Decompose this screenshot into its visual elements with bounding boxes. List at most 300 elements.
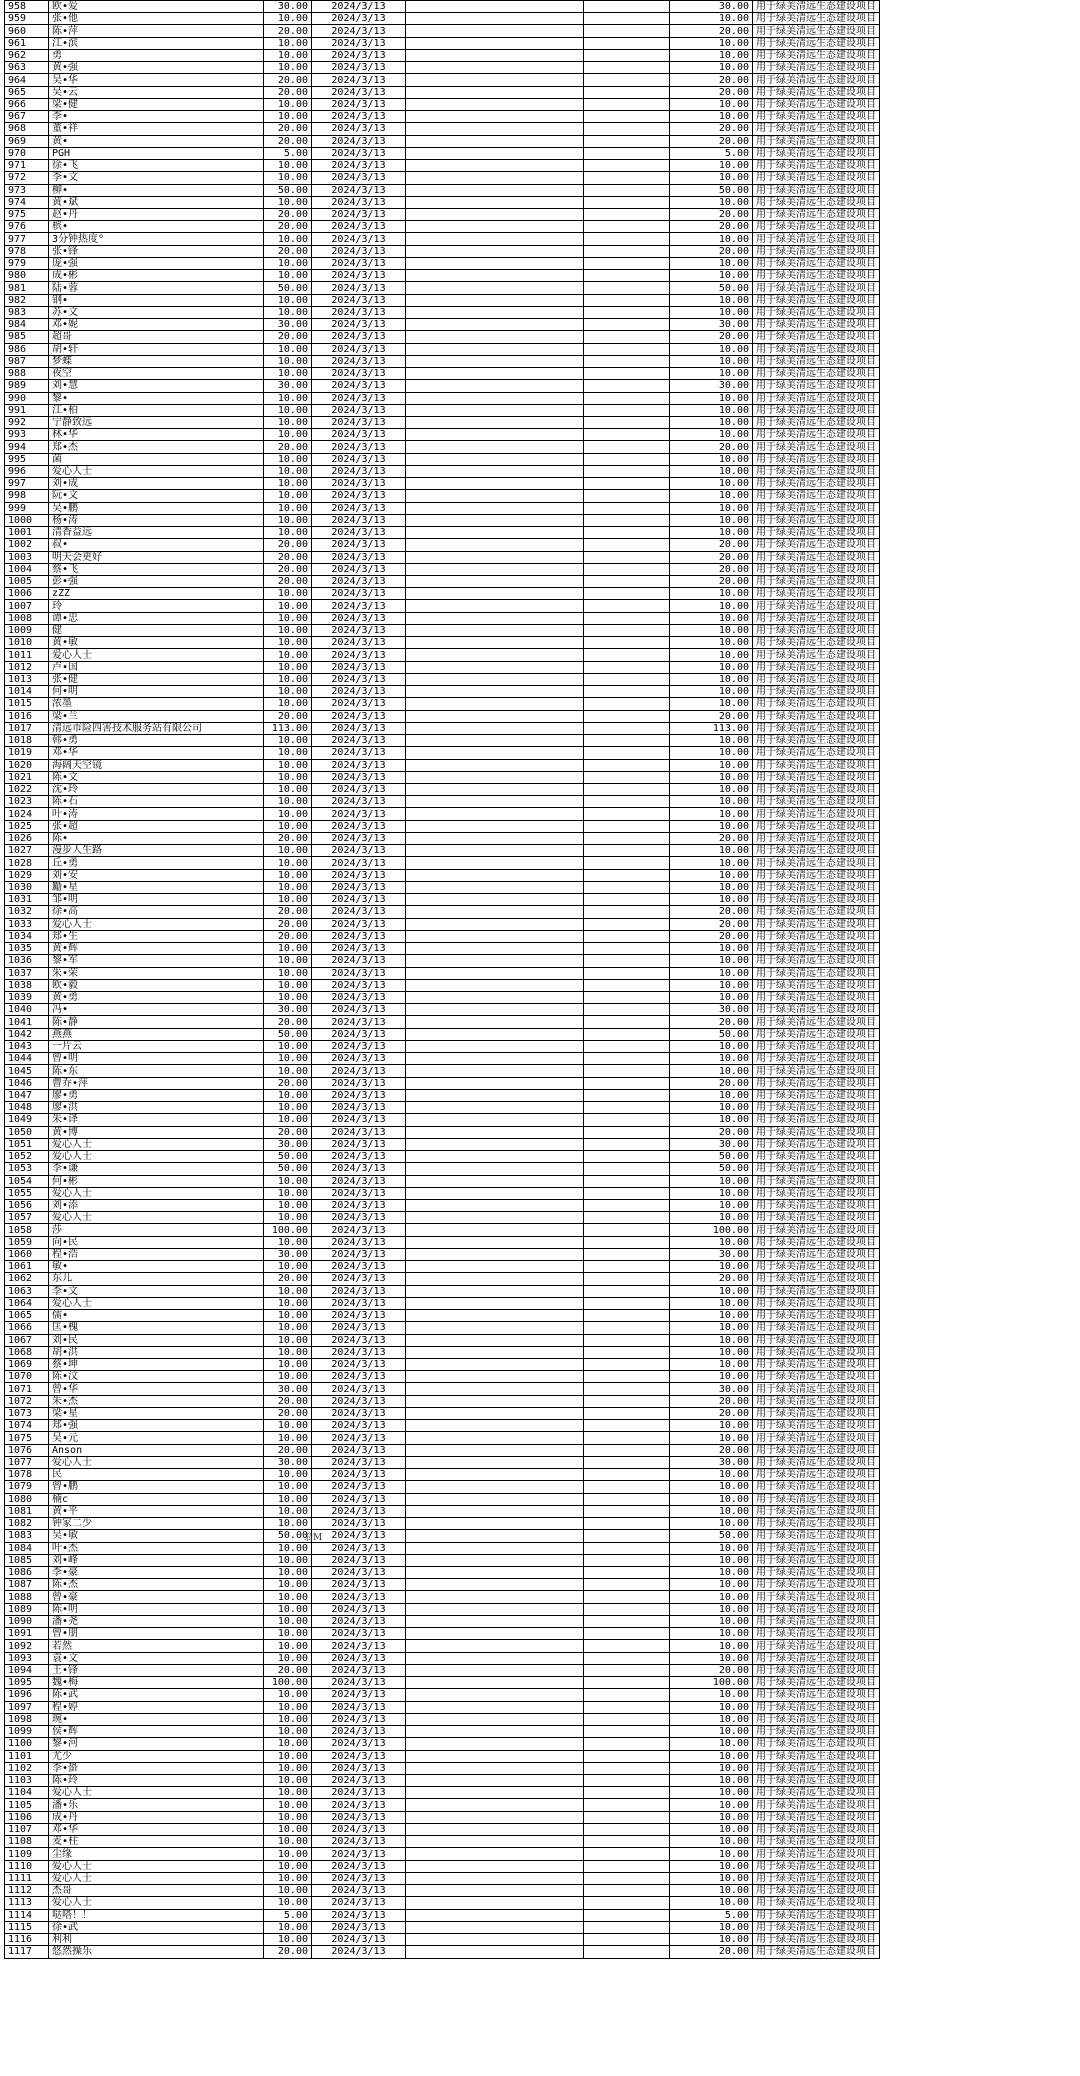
donation-purpose: 用于绿美清远生态建设项目 [753, 1640, 880, 1652]
donation-date: 2024/3/13 [312, 429, 406, 441]
empty-cell [406, 1542, 584, 1554]
table-row [5, 906, 880, 918]
used-amount: 30.00 [670, 380, 753, 392]
empty-cell [406, 1652, 584, 1664]
used-amount: 10.00 [670, 1921, 753, 1933]
row-number: 1089 [5, 1603, 49, 1615]
empty-cell [584, 881, 670, 893]
empty-cell [584, 808, 670, 820]
table-row [5, 637, 880, 649]
table-row [5, 1897, 880, 1909]
donor-name: 清远市险四害技术服务站有限公司 [49, 722, 264, 734]
row-number: 1063 [5, 1285, 49, 1297]
empty-cell [584, 710, 670, 722]
empty-cell [406, 1114, 584, 1126]
used-amount: 10.00 [670, 1701, 753, 1713]
donation-amount: 10.00 [264, 1701, 312, 1713]
donation-purpose: 用于绿美清远生态建设项目 [753, 576, 880, 588]
table-row [5, 1371, 880, 1383]
donor-name: 陈•玲 [49, 1774, 264, 1786]
donation-purpose: 用于绿美清远生态建设项目 [753, 1224, 880, 1236]
used-amount: 10.00 [670, 1518, 753, 1530]
empty-cell [406, 429, 584, 441]
row-number: 987 [5, 355, 49, 367]
used-amount: 10.00 [670, 881, 753, 893]
used-amount: 10.00 [670, 698, 753, 710]
empty-cell [406, 796, 584, 808]
table-row [5, 1774, 880, 1786]
used-amount: 10.00 [670, 1089, 753, 1101]
used-amount: 10.00 [670, 808, 753, 820]
table-row [5, 1689, 880, 1701]
donor-name: 陆•蓉 [49, 282, 264, 294]
donation-purpose: 用于绿美清远生态建设项目 [753, 1297, 880, 1309]
row-number: 1046 [5, 1077, 49, 1089]
donation-date: 2024/3/13 [312, 943, 406, 955]
donation-purpose: 用于绿美清远生态建设项目 [753, 1346, 880, 1358]
used-amount: 10.00 [670, 1432, 753, 1444]
donation-purpose: 用于绿美清远生态建设项目 [753, 1065, 880, 1077]
empty-cell [406, 845, 584, 857]
used-amount: 10.00 [670, 1811, 753, 1823]
table-row [5, 1285, 880, 1297]
donor-name: 哒嗒！！ [49, 1909, 264, 1921]
used-amount: 10.00 [670, 1762, 753, 1774]
donor-name: 麦•柱 [49, 1836, 264, 1848]
empty-cell [406, 1199, 584, 1211]
table-row [5, 74, 880, 86]
empty-cell [584, 869, 670, 881]
empty-cell [584, 1738, 670, 1750]
empty-cell [406, 673, 584, 685]
empty-cell [406, 1297, 584, 1309]
donation-purpose: 用于绿美清远生态建设项目 [753, 857, 880, 869]
donation-date: 2024/3/13 [312, 135, 406, 147]
donation-date: 2024/3/13 [312, 784, 406, 796]
used-amount: 10.00 [670, 857, 753, 869]
donation-amount: 10.00 [264, 1359, 312, 1371]
table-row [5, 355, 880, 367]
donation-date: 2024/3/13 [312, 1420, 406, 1432]
empty-cell [406, 1628, 584, 1640]
empty-cell [584, 453, 670, 465]
table-row [5, 1444, 880, 1456]
table-row [5, 1199, 880, 1211]
used-amount: 20.00 [670, 135, 753, 147]
empty-cell [406, 196, 584, 208]
donation-purpose: 用于绿美清远生态建设项目 [753, 404, 880, 416]
used-amount: 10.00 [670, 1359, 753, 1371]
used-amount: 10.00 [670, 894, 753, 906]
row-number: 1031 [5, 894, 49, 906]
empty-cell [584, 979, 670, 991]
empty-cell [584, 1934, 670, 1946]
donation-amount: 20.00 [264, 539, 312, 551]
row-number: 1069 [5, 1359, 49, 1371]
donation-purpose: 用于绿美清远生态建设项目 [753, 1946, 880, 1958]
row-number: 1108 [5, 1836, 49, 1848]
empty-cell [406, 123, 584, 135]
empty-cell [584, 1040, 670, 1052]
donation-amount: 10.00 [264, 270, 312, 282]
row-number: 1106 [5, 1811, 49, 1823]
donation-purpose: 用于绿美清远生态建设项目 [753, 869, 880, 881]
empty-cell [584, 233, 670, 245]
used-amount: 10.00 [670, 661, 753, 673]
donation-purpose: 用于绿美清远生态建设项目 [753, 759, 880, 771]
donation-date: 2024/3/13 [312, 1310, 406, 1322]
row-number: 1082 [5, 1518, 49, 1530]
donation-date: 2024/3/13 [312, 172, 406, 184]
donation-amount: 20.00 [264, 1016, 312, 1028]
donation-date: 2024/3/13 [312, 1395, 406, 1407]
row-number: 979 [5, 257, 49, 269]
table-row [5, 1615, 880, 1627]
donor-name: 何•彬 [49, 1175, 264, 1187]
empty-cell [406, 1872, 584, 1884]
empty-cell [406, 1664, 584, 1676]
table-row [5, 1701, 880, 1713]
used-amount: 10.00 [670, 527, 753, 539]
donation-date: 2024/3/13 [312, 1579, 406, 1591]
donation-amount: 10.00 [264, 1836, 312, 1848]
donation-purpose: 用于绿美清远生态建设项目 [753, 478, 880, 490]
empty-cell [584, 1603, 670, 1615]
used-amount: 20.00 [670, 930, 753, 942]
empty-cell [584, 1065, 670, 1077]
used-amount: 30.00 [670, 1138, 753, 1150]
table-row [5, 747, 880, 759]
empty-cell [584, 1946, 670, 1958]
donation-amount: 10.00 [264, 160, 312, 172]
donation-date: 2024/3/13 [312, 1640, 406, 1652]
empty-cell [584, 37, 670, 49]
donation-amount: 30.00 [264, 1383, 312, 1395]
empty-cell [584, 527, 670, 539]
empty-cell [584, 49, 670, 61]
used-amount: 20.00 [670, 1126, 753, 1138]
empty-cell [406, 1787, 584, 1799]
donation-date: 2024/3/13 [312, 343, 406, 355]
donor-name: 爱心人士 [49, 1456, 264, 1468]
donation-date: 2024/3/13 [312, 686, 406, 698]
table-row [5, 1664, 880, 1676]
donor-name: 刘•峰 [49, 1554, 264, 1566]
table-row [5, 1383, 880, 1395]
empty-cell [406, 1432, 584, 1444]
donation-amount: 10.00 [264, 771, 312, 783]
row-number: 965 [5, 86, 49, 98]
donation-date: 2024/3/13 [312, 1224, 406, 1236]
donation-date: 2024/3/13 [312, 857, 406, 869]
donation-amount: 20.00 [264, 930, 312, 942]
empty-cell [406, 1187, 584, 1199]
donation-purpose: 用于绿美清远生态建设项目 [753, 527, 880, 539]
row-number: 1114 [5, 1909, 49, 1921]
empty-cell [406, 1836, 584, 1848]
donor-name: 黎•军 [49, 955, 264, 967]
donation-purpose: 用于绿美清远生态建设项目 [753, 820, 880, 832]
empty-cell [406, 722, 584, 734]
donor-name: 儒• [49, 1310, 264, 1322]
donation-date: 2024/3/13 [312, 147, 406, 159]
empty-cell [406, 1334, 584, 1346]
donor-name: 郑•强 [49, 1420, 264, 1432]
donation-amount: 10.00 [264, 1310, 312, 1322]
empty-cell [406, 661, 584, 673]
donation-purpose: 用于绿美清远生态建设项目 [753, 1823, 880, 1835]
row-number: 1078 [5, 1469, 49, 1481]
donation-amount: 10.00 [264, 857, 312, 869]
row-number: 1033 [5, 918, 49, 930]
donation-amount: 10.00 [264, 1628, 312, 1640]
empty-cell [584, 502, 670, 514]
donation-date: 2024/3/13 [312, 661, 406, 673]
donor-name: 李• [49, 111, 264, 123]
row-number: 971 [5, 160, 49, 172]
empty-cell [406, 502, 584, 514]
donation-amount: 10.00 [264, 257, 312, 269]
donation-amount: 10.00 [264, 1297, 312, 1309]
table-row [5, 930, 880, 942]
table-row [5, 624, 880, 636]
table-row [5, 686, 880, 698]
donation-date: 2024/3/13 [312, 1053, 406, 1065]
donation-date: 2024/3/13 [312, 576, 406, 588]
empty-cell [584, 1713, 670, 1725]
row-number: 961 [5, 37, 49, 49]
table-row [5, 1456, 880, 1468]
donation-date: 2024/3/13 [312, 1322, 406, 1334]
used-amount: 10.00 [670, 368, 753, 380]
used-amount: 20.00 [670, 74, 753, 86]
donation-purpose: 用于绿美清远生态建设项目 [753, 1138, 880, 1150]
donation-purpose: 用于绿美清远生态建设项目 [753, 1750, 880, 1762]
donor-name: 林•华 [49, 429, 264, 441]
donation-amount: 30.00 [264, 1248, 312, 1260]
row-number: 1026 [5, 832, 49, 844]
donor-name: 胡•洪 [49, 1346, 264, 1358]
donation-date: 2024/3/13 [312, 1713, 406, 1725]
row-number: 1100 [5, 1738, 49, 1750]
donor-name: 胡•轩 [49, 343, 264, 355]
donor-name: 陈•石 [49, 796, 264, 808]
donation-amount: 10.00 [264, 1921, 312, 1933]
table-row [5, 1762, 880, 1774]
used-amount: 10.00 [670, 624, 753, 636]
table-row [5, 1530, 880, 1542]
row-number: 1067 [5, 1334, 49, 1346]
empty-cell [406, 37, 584, 49]
used-amount: 10.00 [670, 465, 753, 477]
used-amount: 10.00 [670, 588, 753, 600]
empty-cell [584, 135, 670, 147]
table-row [5, 1040, 880, 1052]
table-row [5, 1640, 880, 1652]
donor-name: 欧•爱 [49, 1, 264, 13]
donation-amount: 10.00 [264, 759, 312, 771]
donation-purpose: 用于绿美清远生态建设项目 [753, 37, 880, 49]
table-row [5, 1469, 880, 1481]
row-number: 1029 [5, 869, 49, 881]
empty-cell [584, 1163, 670, 1175]
donation-purpose: 用于绿美清远生态建设项目 [753, 624, 880, 636]
empty-cell [584, 1567, 670, 1579]
used-amount: 10.00 [670, 735, 753, 747]
donation-date: 2024/3/13 [312, 845, 406, 857]
table-row [5, 1432, 880, 1444]
row-number: 1109 [5, 1848, 49, 1860]
donation-date: 2024/3/13 [312, 1848, 406, 1860]
table-row [5, 796, 880, 808]
empty-cell [584, 1322, 670, 1334]
empty-cell [406, 147, 584, 159]
donation-date: 2024/3/13 [312, 1934, 406, 1946]
used-amount: 20.00 [670, 1664, 753, 1676]
donation-amount: 10.00 [264, 306, 312, 318]
donation-purpose: 用于绿美清远生态建设项目 [753, 294, 880, 306]
row-number: 1030 [5, 881, 49, 893]
empty-cell [406, 1946, 584, 1958]
donor-name: 沈•玲 [49, 784, 264, 796]
donation-amount: 10.00 [264, 1713, 312, 1725]
row-number: 1107 [5, 1823, 49, 1835]
donation-amount: 10.00 [264, 612, 312, 624]
donation-purpose: 用于绿美清远生态建设项目 [753, 991, 880, 1003]
empty-cell [406, 894, 584, 906]
used-amount: 10.00 [670, 1713, 753, 1725]
donation-purpose: 用于绿美清远生态建设项目 [753, 160, 880, 172]
donation-amount: 20.00 [264, 1946, 312, 1958]
row-number: 1053 [5, 1163, 49, 1175]
donation-date: 2024/3/13 [312, 1505, 406, 1517]
donor-name: 曾•朋 [49, 1628, 264, 1640]
empty-cell [406, 404, 584, 416]
used-amount: 10.00 [670, 1505, 753, 1517]
donation-date: 2024/3/13 [312, 1787, 406, 1799]
donor-name: 爱心人士 [49, 918, 264, 930]
empty-cell [584, 111, 670, 123]
empty-cell [584, 25, 670, 37]
row-number: 1028 [5, 857, 49, 869]
table-row [5, 1603, 880, 1615]
empty-cell [406, 1811, 584, 1823]
donation-purpose: 用于绿美清远生态建设项目 [753, 257, 880, 269]
donation-amount: 10.00 [264, 429, 312, 441]
empty-cell [584, 1175, 670, 1187]
empty-cell [584, 722, 670, 734]
donation-amount: 10.00 [264, 490, 312, 502]
empty-cell [584, 1395, 670, 1407]
table-row [5, 1163, 880, 1175]
empty-cell [406, 1310, 584, 1322]
donation-date: 2024/3/13 [312, 1187, 406, 1199]
empty-cell [406, 13, 584, 25]
used-amount: 10.00 [670, 1689, 753, 1701]
table-row [5, 1505, 880, 1517]
donor-name: Anson [49, 1444, 264, 1456]
empty-cell [406, 869, 584, 881]
empty-cell [584, 416, 670, 428]
donor-name: 燕燕 [49, 1028, 264, 1040]
donation-purpose: 用于绿美清远生态建设项目 [753, 735, 880, 747]
table-row [5, 722, 880, 734]
used-amount: 113.00 [670, 722, 753, 734]
empty-cell [406, 832, 584, 844]
table-row [5, 1481, 880, 1493]
row-number: 1001 [5, 527, 49, 539]
empty-cell [584, 551, 670, 563]
donation-date: 2024/3/13 [312, 319, 406, 331]
table-row [5, 172, 880, 184]
empty-cell [584, 465, 670, 477]
empty-cell [584, 1921, 670, 1933]
used-amount: 50.00 [670, 282, 753, 294]
table-row [5, 612, 880, 624]
row-number: 1077 [5, 1456, 49, 1468]
donation-date: 2024/3/13 [312, 98, 406, 110]
donation-purpose: 用于绿美清远生态建设项目 [753, 1236, 880, 1248]
row-number: 1091 [5, 1628, 49, 1640]
table-row [5, 857, 880, 869]
donation-purpose: 用于绿美清远生态建设项目 [753, 784, 880, 796]
donor-name: 夜空 [49, 368, 264, 380]
table-row [5, 527, 880, 539]
donation-amount: 20.00 [264, 441, 312, 453]
donor-name: 杰哥 [49, 1885, 264, 1897]
row-number: 1036 [5, 955, 49, 967]
donation-amount: 10.00 [264, 1469, 312, 1481]
used-amount: 10.00 [670, 1285, 753, 1297]
donation-date: 2024/3/13 [312, 404, 406, 416]
donor-name: 黄•强 [49, 62, 264, 74]
row-number: 1075 [5, 1432, 49, 1444]
donation-date: 2024/3/13 [312, 86, 406, 98]
row-number: 976 [5, 221, 49, 233]
donation-date: 2024/3/13 [312, 514, 406, 526]
donation-date: 2024/3/13 [312, 1615, 406, 1627]
donation-purpose: 用于绿美清远生态建设项目 [753, 1407, 880, 1419]
used-amount: 10.00 [670, 1640, 753, 1652]
donation-amount: 10.00 [264, 1175, 312, 1187]
table-row [5, 1811, 880, 1823]
donor-name: 爱心人士 [49, 465, 264, 477]
donation-amount: 10.00 [264, 1554, 312, 1566]
empty-cell [406, 368, 584, 380]
row-number: 1064 [5, 1297, 49, 1309]
table-row [5, 282, 880, 294]
donor-name: 刘•安 [49, 869, 264, 881]
donation-amount: 10.00 [264, 1432, 312, 1444]
donation-purpose: 用于绿美清远生态建设项目 [753, 588, 880, 600]
table-row [5, 1359, 880, 1371]
row-number: 1038 [5, 979, 49, 991]
empty-cell [406, 1273, 584, 1285]
used-amount: 10.00 [670, 600, 753, 612]
donation-purpose: 用于绿美清远生态建设项目 [753, 62, 880, 74]
donation-date: 2024/3/13 [312, 1126, 406, 1138]
empty-cell [584, 368, 670, 380]
used-amount: 10.00 [670, 820, 753, 832]
donation-amount: 10.00 [264, 1774, 312, 1786]
donation-amount: 10.00 [264, 1420, 312, 1432]
donation-purpose: 用于绿美清远生态建设项目 [753, 1395, 880, 1407]
donation-amount: 30.00 [264, 1004, 312, 1016]
donation-purpose: 用于绿美清远生态建设项目 [753, 1799, 880, 1811]
donation-purpose: 用于绿美清远生态建设项目 [753, 172, 880, 184]
used-amount: 10.00 [670, 1493, 753, 1505]
donation-purpose: 用于绿美清远生态建设项目 [753, 270, 880, 282]
